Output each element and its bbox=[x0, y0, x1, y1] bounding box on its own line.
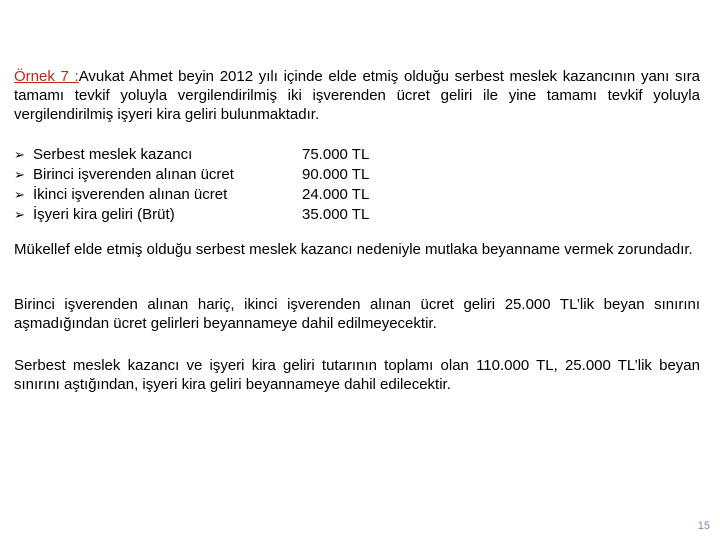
item-label: Birinci işverenden alınan ücret bbox=[33, 166, 234, 183]
item-label: İşyeri kira geliri (Brüt) bbox=[33, 206, 175, 223]
paragraph-rental-income: Serbest meslek kazancı ve işyeri kira geliri tutarının toplamı olan 110.000 TL, 25.000 TL’lik beyan sınırını aştığından, işyeri kira geliri beyannameye dahil edilecektir. bbox=[14, 357, 700, 393]
page-number: 15 bbox=[697, 520, 710, 532]
item-value: 35.000 TL bbox=[302, 206, 370, 223]
item-value: 24.000 TL bbox=[302, 186, 370, 203]
item-value: 75.000 TL bbox=[302, 146, 370, 163]
arrow-bullet-icon: ➢ bbox=[14, 147, 25, 162]
list-item bbox=[14, 185, 434, 205]
arrow-bullet-icon: ➢ bbox=[14, 167, 25, 182]
list-item bbox=[14, 145, 434, 165]
item-label: İkinci işverenden alınan ücret bbox=[33, 186, 228, 203]
paragraph-wage-income: Birinci işverenden alınan hariç, ikinci işverenden alınan ücret geliri 25.000 TL’lik beyan sınırını aşmadığından ücret gelirleri beyannameye dahil edilmeyecektir. bbox=[14, 296, 700, 332]
list-item bbox=[14, 165, 434, 185]
arrow-bullet-icon: ➢ bbox=[14, 187, 25, 202]
example-label: Örnek 7 : bbox=[14, 68, 79, 85]
list-item bbox=[14, 205, 434, 225]
paragraph-obligation: Mükellef elde etmiş olduğu serbest meslek kazancı nedeniyle mutlaka beyanname vermek zorundadır. bbox=[14, 241, 693, 258]
item-value: 90.000 TL bbox=[302, 166, 370, 183]
item-label: Serbest meslek kazancı bbox=[33, 146, 193, 163]
example-intro bbox=[14, 67, 700, 124]
example-text: Avukat Ahmet beyin 2012 yılı içinde elde etmiş olduğu serbest meslek kazancının yanı sıra tamamı tevkif yoluyla vergilendirilmiş iki işverenden ücret geliri ile yine tamamı tevkif yoluyla vergilendirilmiş işyeri kira geliri bulunmaktadır. bbox=[14, 68, 700, 123]
arrow-bullet-icon: ➢ bbox=[14, 207, 25, 222]
income-items-list bbox=[14, 145, 434, 225]
